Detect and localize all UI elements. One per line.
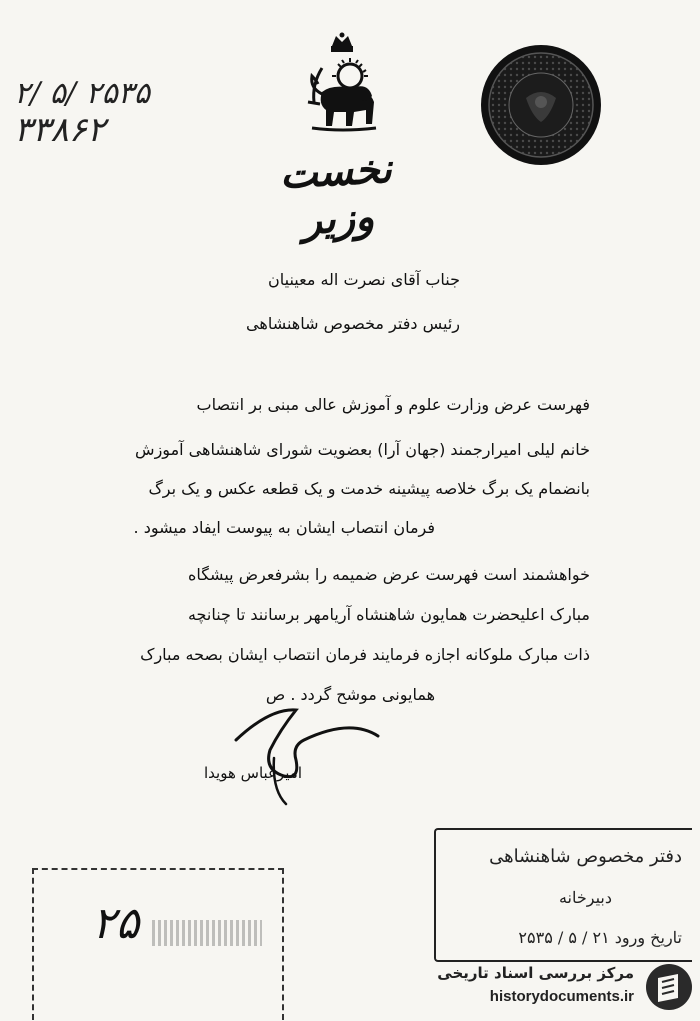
registry-date: تاریخ ورود ۲۱ / ۵ / ۲۵۳۵ xyxy=(518,928,682,947)
stamp-smudge xyxy=(152,920,262,946)
watermark-url: historydocuments.ir xyxy=(489,988,634,1005)
lion-and-sun-emblem-icon xyxy=(292,32,392,134)
page-number: ۲۵ xyxy=(92,898,140,949)
signer-name: امیرعباس هویدا xyxy=(204,764,303,782)
page-title: نخست وزیر xyxy=(278,145,393,244)
body-line: همایونی موشح گردد . ص xyxy=(265,685,435,704)
body-line: ذات مبارک ملوکانه اجازه فرمایند فرمان انتصاب ایشان بصحه مبارک xyxy=(140,645,590,664)
body-line: خواهشمند است فهرست عرض ضمیمه را بشرفعرض پیشگاه xyxy=(187,565,590,584)
body-line: بانضمام یک برگ خلاصه پیشینه خدمت و یک قطعه عکس و یک برگ xyxy=(148,479,590,498)
watermark xyxy=(408,960,694,1016)
body-line: خانم لیلی امیرارجمند (جهان آرا) بعضویت شورای شاهنشاهی آموزش xyxy=(135,440,590,459)
body-line: مبارک اعلیحضرت همایون شاهنشاه آریامهر برسانند تا چنانچه xyxy=(187,605,590,624)
page-number-stamp xyxy=(32,868,284,1020)
handwritten-date: ۲/ ۵/ ۲۵۳۵ xyxy=(14,76,150,111)
signature-mark xyxy=(200,700,380,810)
body-line: فهرست عرض وزارت علوم و آموزش عالی مبنی بر انتصاب xyxy=(196,395,590,414)
handwritten-number: ۳۳۸۶۲ xyxy=(14,110,106,150)
addressee-name: جناب آقای نصرت اله معینیان xyxy=(267,270,460,289)
body-line: فرمان انتصاب ایشان به پیوست ایفاد میشود . xyxy=(133,518,435,537)
registry-office: دفتر مخصوص شاهنشاهی xyxy=(489,846,682,867)
archive-logo-icon xyxy=(644,962,694,1012)
addressee-title: رئیس دفتر مخصوص شاهنشاهی xyxy=(246,314,460,333)
round-seal-icon xyxy=(478,42,604,168)
watermark-persian: مرکز بررسی اسناد تاریخی xyxy=(437,964,634,982)
registry-stamp xyxy=(434,828,692,962)
registry-department: دبیرخانه xyxy=(558,888,612,907)
